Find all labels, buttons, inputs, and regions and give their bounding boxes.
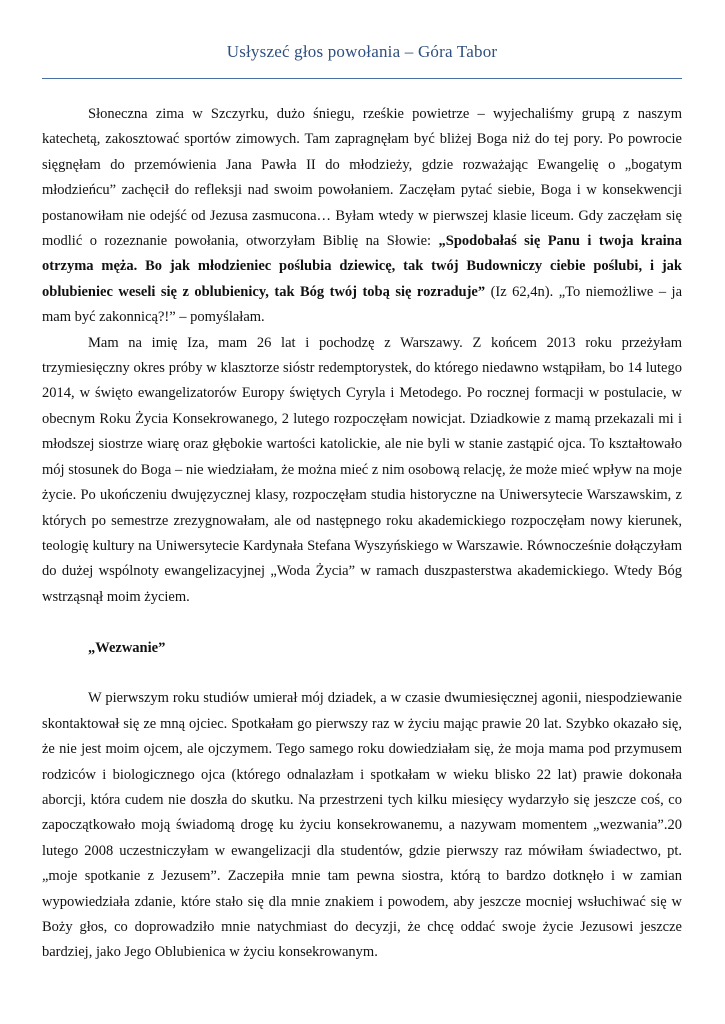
paragraph-biography: Mam na imię Iza, mam 26 lat i pochodzę z Warszawy. Z końcem 2013 roku przeżyłam trzymiesięczny okres próby w klasztorze sióstr redemptorystek, do którego niedawno wstąpiłam, bo 14 lutego 2014, w święto ewangelizatorów Europy świętych Cyryla i Metodego. Po rocznej formacji w postulacie, w obecnym Roku Życia Konsekrowanego, 2 lutego rozpoczęłam nowicjat. Dziadkowie z mamą przekazali mi i młodszej siostrze wiarę oraz głębokie wartości katolickie, ale nie byli w stanie zastąpić ojca. To kształtowało mój stosunek do Boga – nie wiedziałam, że można mieć z nim osobową relację, że może mieć wpływ na moje życie. Po ukończeniu dwujęzycznej klasy, rozpoczęłam studia historyczne na Uniwersytecie Warszawskim, z których po semestrze zrezygnowałam, ale od następnego roku akademickiego rozpoczęłam nowy kierunek, teologię kultury na Uniwersytecie Kardynała Stefana Wyszyńskiego w Warszawie. Równocześnie dołączyłam do dużej wspólnoty ewangelizacyjnej „Woda Życia” w ramach duszpasterstwa akademickiego. Wtedy Bóg wstrząsnął moim życiem. (42, 334, 682, 605)
paragraph-calling: W pierwszym roku studiów umierał mój dziadek, a w czasie dwumiesięcznej agonii, niespodziewanie skontaktował się ze mną ojciec. Spotkałam go pierwszy raz w życiu mając prawie 20 lat. Szybko okazało się, że nie jest moim ojcem, ale ojczymem. Tego samego roku dowiedziałam się, że moja mama pod przymusem rodziców i biologicznego ojca (którego odnalazłam i spotkałam w wieku blisko 22 lat) prawie dokonała aborcji, która cudem nie doszła do skutku. Na przestrzeni tych kilku miesięcy wydarzyło się jeszcze coś, co zapoczątkowało moją świadomą drogę ku życiu konsekrowanemu, a nazywam momentem „wezwania”.20 lutego 2008 uczestniczyłam w ewangelizacji dla studentów, gdzie pierwszy raz mówiłam świadectwo, pt. „moje spotkanie z Jezusem”. Zaczepiła mnie tam pewna siostra, którą to bardzo dotknęło i w zamian wypowiedziała zdanie, które stało się dla mnie znakiem i powodem, aby jeszcze mocniej wsłuchiwać się w Boży głos, co doprowadziło mnie natychmiast do decyzji, że chcę oddać swoje życie Jezusowi jeszcze bardziej, jako Jego Oblubienica w życiu konsekrowanym. (42, 690, 682, 961)
paragraph-intro-text-end: (Iz 62,4n). „To niemożliwe – ja mam być zakonnicą?!” – pomyślałam. (42, 283, 683, 326)
spacer (42, 661, 682, 686)
document-body (42, 102, 682, 966)
bible-quote: „Spodobałaś się Panu i twoja kraina otrzyma męża. Bo jak młodzieniec poślubia dziewicę, tak twój Budowniczy ciebie poślubi, i jak oblubieniec weseli się z oblubienicy, tak Bóg twój tobą się rozraduje” (42, 233, 682, 300)
section-heading: „Wezwanie” (88, 639, 166, 656)
page-header-title: Usłyszeć głos powołania – Góra Tabor (226, 42, 498, 61)
paragraph-intro (42, 102, 682, 331)
paragraph-intro-text: Słoneczna zima w Szczyrku, dużo śniegu, rześkie powietrze – wyjechaliśmy grupą z naszym katechetą, zakosztować sportów zimowych. Tam zapragnęłam być bliżej Boga niż do tej pory. Po powrocie sięgnęłam do przemówienia Jana Pawła II do młodzieży, gdzie rozważając Ewangelię o „bogatym młodzieńcu” zachęcił do refleksji nad swoim powołaniem. Zaczęłam pytać siebie, Boga i w konsekwencji postanowiłam nie odejść od Jezusa zasmucona… Byłam wtedy w pierwszej klasie liceum. Gdy zaczęłam się modlić o rozeznanie powołania, otworzyłam Biblię na Słowie: (42, 106, 682, 250)
header-divider (42, 78, 682, 79)
spacer (42, 610, 682, 635)
